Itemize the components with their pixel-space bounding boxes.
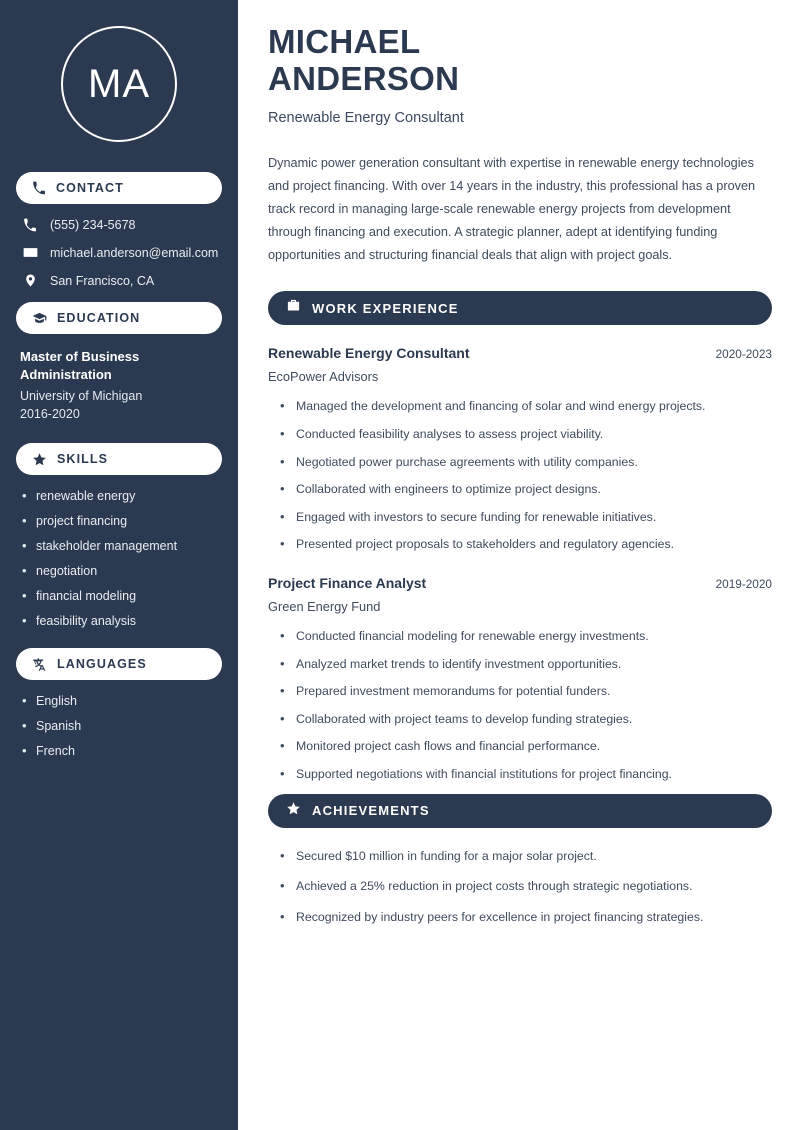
list-item: • English: [20, 694, 218, 708]
avatar-wrapper: [16, 26, 222, 142]
list-item: • negotiation: [20, 564, 218, 578]
contact-phone-value: (555) 234-5678: [50, 218, 136, 232]
sidebar-section-label: SKILLS: [57, 452, 109, 467]
star-icon: [32, 452, 47, 467]
list-item: • Spanish: [20, 719, 218, 733]
achievements-list: [268, 848, 772, 926]
list-item: • Engaged with investors to secure funding for renewable initiatives.: [280, 509, 772, 526]
sidebar-section-label: LANGUAGES: [57, 657, 147, 672]
list-item: • Recognized by industry peers for excellence in project financing strategies.: [280, 909, 772, 926]
job-company: EcoPower Advisors: [268, 369, 379, 385]
list-item: • Supported negotiations with financial institutions for project financing.: [280, 766, 772, 783]
first-name: MICHAEL: [268, 23, 421, 60]
list-item: • financial modeling: [20, 589, 218, 603]
list-item: • project financing: [20, 514, 218, 528]
page-title: [268, 24, 772, 98]
envelope-icon: [22, 245, 38, 260]
job-header: [268, 345, 772, 361]
list-item: • Conducted feasibility analyses to assess project viability.: [280, 426, 772, 443]
sidebar-section-languages: [16, 648, 222, 680]
professional-title: Renewable Energy Consultant: [268, 109, 464, 126]
contact-email-value: michael.anderson@email.com: [50, 245, 219, 260]
sidebar-section-education: [16, 302, 222, 334]
list-item: • Achieved a 25% reduction in project costs through strategic negotiations.: [280, 878, 772, 895]
list-item: • Prepared investment memorandums for potential funders.: [280, 683, 772, 700]
list-item: • Monitored project cash flows and financial performance.: [280, 738, 772, 755]
sidebar-section-skills: [16, 443, 222, 475]
job-role: Project Finance Analyst: [268, 575, 427, 592]
phone-icon: [32, 181, 46, 195]
section-header-achievements: [268, 794, 772, 828]
profile-summary: Dynamic power generation consultant with expertise in renewable energy technologies and project financing. With over 14 years in the industry, this professional has a proven track record in managing large-scale renewable energy projects from development through financing and execution. A strategic planner, adept at identifying funding opportunities and structuring financial deals that align with project goals.: [268, 155, 756, 263]
education-degree: Master of Business Administration: [20, 349, 140, 382]
list-item: • Conducted financial modeling for renewable energy investments.: [280, 628, 772, 645]
job-dates: 2019-2020: [715, 577, 772, 592]
contact-item-email: [16, 245, 222, 260]
education-years: 2016-2020: [20, 407, 80, 422]
list-item: • stakeholder management: [20, 539, 218, 553]
job-role: Renewable Energy Consultant: [268, 345, 470, 362]
job-header: [268, 575, 772, 591]
skills-list: [16, 489, 222, 628]
languages-list: [16, 694, 222, 758]
contact-item-location: [16, 273, 222, 288]
briefcase-icon: [286, 298, 301, 318]
job-company: Green Energy Fund: [268, 599, 381, 615]
graduation-cap-icon: [32, 311, 47, 326]
education-school: University of Michigan: [20, 389, 143, 404]
list-item: • Negotiated power purchase agreements with utility companies.: [280, 454, 772, 471]
section-label: WORK EXPERIENCE: [312, 300, 459, 316]
list-item: • Collaborated with engineers to optimize project designs.: [280, 481, 772, 498]
list-item: • renewable energy: [20, 489, 218, 503]
contact-location-value: San Francisco, CA: [50, 273, 155, 288]
map-pin-icon: [22, 273, 38, 288]
list-item: • Collaborated with project teams to develop funding strategies.: [280, 711, 772, 728]
contact-item-phone: [16, 218, 222, 232]
list-item: • feasibility analysis: [20, 614, 218, 628]
education-entry: [16, 348, 222, 421]
language-icon: [32, 657, 47, 672]
section-header-work-experience: [268, 291, 772, 325]
avatar: MA: [61, 26, 177, 142]
phone-icon: [22, 218, 38, 232]
job-bullets: [268, 398, 772, 553]
sidebar-section-label: CONTACT: [56, 181, 124, 195]
list-item: • Presented project proposals to stakeholders and regulatory agencies.: [280, 536, 772, 553]
star-icon: [286, 801, 301, 821]
list-item: • Managed the development and financing of solar and wind energy projects.: [280, 398, 772, 415]
sidebar-section-label: EDUCATION: [57, 311, 141, 325]
sidebar: [0, 0, 238, 1130]
main-content: [238, 0, 800, 1130]
job-dates: 2020-2023: [715, 347, 772, 362]
last-name: ANDERSON: [268, 59, 460, 97]
job-entry: [268, 345, 772, 553]
job-entry: [268, 575, 772, 783]
job-bullets: [268, 628, 772, 783]
list-item: • Analyzed market trends to identify investment opportunities.: [280, 656, 772, 673]
sidebar-section-contact: [16, 172, 222, 204]
section-label: ACHIEVEMENTS: [312, 803, 430, 819]
list-item: • Secured $10 million in funding for a major solar project.: [280, 848, 772, 865]
list-item: • French: [20, 744, 218, 758]
